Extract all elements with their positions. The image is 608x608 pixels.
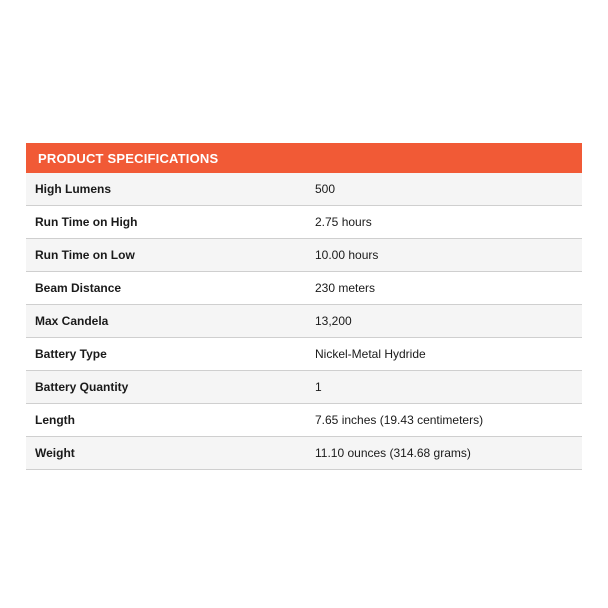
table-row	[26, 239, 582, 272]
table-body	[26, 173, 582, 470]
row-value: 1	[315, 380, 322, 394]
row-label: Run Time on Low	[35, 248, 135, 262]
row-label: Length	[35, 413, 75, 427]
row-label: Battery Type	[35, 347, 107, 361]
table-row	[26, 437, 582, 470]
row-value: Nickel-Metal Hydride	[315, 347, 426, 361]
table-title: PRODUCT SPECIFICATIONS	[38, 150, 219, 166]
table-row	[26, 173, 582, 206]
row-value: 230 meters	[315, 281, 376, 295]
row-value: 500	[315, 182, 336, 196]
table-row	[26, 404, 582, 437]
row-label: Run Time on High	[35, 215, 138, 229]
table-row	[26, 206, 582, 239]
table-row	[26, 338, 582, 371]
row-label: Beam Distance	[35, 281, 122, 295]
product-specifications-table	[26, 143, 582, 470]
row-value: 10.00 hours	[315, 248, 379, 262]
row-label: High Lumens	[35, 182, 112, 196]
row-value: 11.10 ounces (314.68 grams)	[315, 446, 471, 460]
row-value: 2.75 hours	[315, 215, 372, 229]
row-value: 13,200	[315, 314, 352, 328]
table-header	[26, 143, 582, 173]
table-row	[26, 371, 582, 404]
table-row	[26, 272, 582, 305]
row-value: 7.65 inches (19.43 centimeters)	[315, 413, 484, 427]
row-label: Max Candela	[35, 314, 109, 328]
row-label: Weight	[35, 446, 75, 460]
row-label: Battery Quantity	[35, 380, 129, 394]
table-row	[26, 305, 582, 338]
